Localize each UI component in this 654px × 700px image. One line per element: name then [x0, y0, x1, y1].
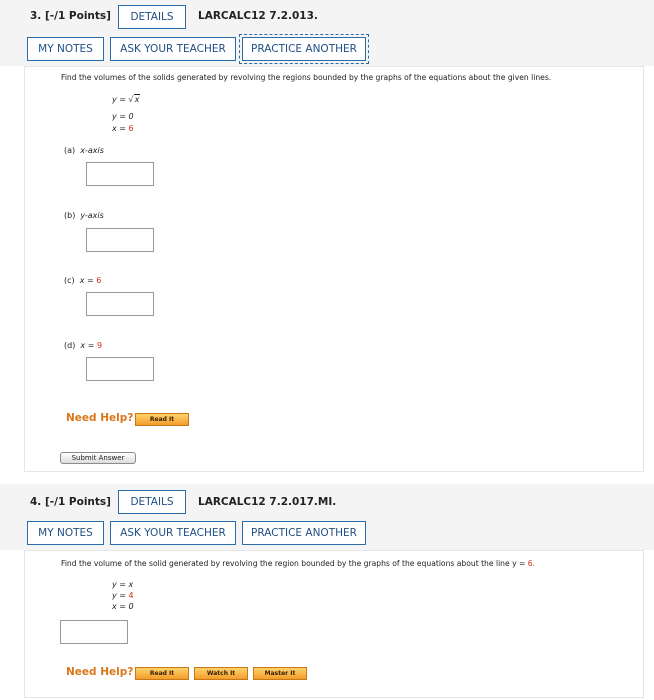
q3-practice-another-button[interactable]: PRACTICE ANOTHER	[242, 37, 366, 61]
q3-details-button[interactable]: DETAILS	[118, 5, 186, 29]
q3-eq1-lhs: y =	[112, 95, 126, 104]
q4-master-it-button[interactable]: Master It	[253, 667, 307, 680]
q4-need-help-label: Need Help?	[66, 666, 134, 678]
q4-ask-teacher-button[interactable]: ASK YOUR TEACHER	[110, 521, 236, 545]
q3-part-c-value: 6	[96, 276, 102, 285]
q4-read-it-button[interactable]: Read It	[135, 667, 189, 680]
q3-number-label: 3. [-/1 Points]	[30, 10, 111, 22]
q3-part-b-text: y-axis	[80, 211, 104, 220]
q4-details-button[interactable]: DETAILS	[118, 490, 186, 514]
q3-eq3-value: 6	[128, 124, 134, 133]
q3-need-help-label: Need Help?	[66, 412, 134, 424]
q3-eq3-lhs: x =	[112, 124, 126, 133]
q3-part-c-label	[64, 276, 101, 285]
q3-ask-teacher-button[interactable]: ASK YOUR TEACHER	[110, 37, 236, 61]
q4-answer-input[interactable]	[60, 620, 128, 644]
q3-part-a-text: x-axis	[80, 146, 104, 155]
q3-equation-2: y = 0	[112, 112, 134, 121]
q4-equation-2	[112, 591, 134, 600]
q3-part-b-letter: (b)	[64, 211, 76, 220]
q4-problem-code: LARCALC12 7.2.017.MI.	[198, 496, 337, 508]
q3-part-a-answer-input[interactable]	[86, 162, 154, 186]
q3-problem-code: LARCALC12 7.2.013.	[198, 10, 318, 22]
q4-watch-it-button[interactable]: Watch It	[194, 667, 248, 680]
q3-part-d-text: x =	[80, 341, 95, 350]
q4-practice-another-button[interactable]: PRACTICE ANOTHER	[242, 521, 366, 545]
q4-prompt	[61, 559, 535, 568]
q4-prompt-value: 6.	[527, 559, 536, 568]
sqrt-icon: √x	[128, 95, 140, 104]
q3-part-b-label	[64, 211, 104, 220]
q4-number-label: 4. [-/1 Points]	[30, 496, 111, 508]
q3-my-notes-button[interactable]: MY NOTES	[27, 37, 104, 61]
q3-part-b-answer-input[interactable]	[86, 228, 154, 252]
q4-my-notes-button[interactable]: MY NOTES	[27, 521, 104, 545]
q4-equation-1: y = x	[112, 580, 134, 589]
q3-part-a-label	[64, 146, 104, 155]
q3-part-d-letter: (d)	[64, 341, 76, 350]
q4-eq2-value: 4	[128, 591, 134, 600]
q3-prompt: Find the volumes of the solids generated by revolving the regions bounded by the graphs of the equations about the given lines.	[61, 73, 552, 82]
q3-equation-3	[112, 124, 134, 133]
q3-submit-answer-button[interactable]: Submit Answer	[60, 452, 136, 464]
q3-read-it-button[interactable]: Read It	[135, 413, 189, 426]
q4-prompt-text: Find the volume of the solid generated by revolving the region bounded by the graphs of the equations about the line y =	[61, 559, 526, 568]
q3-part-a-letter: (a)	[64, 146, 76, 155]
q3-part-d-value: 9	[96, 341, 103, 350]
q4-equation-3: x = 0	[112, 602, 134, 611]
q3-part-d-label	[64, 341, 102, 350]
q4-eq2-lhs: y =	[112, 591, 126, 600]
q3-part-d-answer-input[interactable]	[86, 357, 154, 381]
q3-part-c-letter: (c)	[64, 276, 75, 285]
q3-part-c-answer-input[interactable]	[86, 292, 154, 316]
q3-part-c-text: x =	[79, 276, 94, 285]
q3-eq1-radicand: x	[134, 95, 140, 104]
q3-equation-1	[112, 95, 140, 104]
